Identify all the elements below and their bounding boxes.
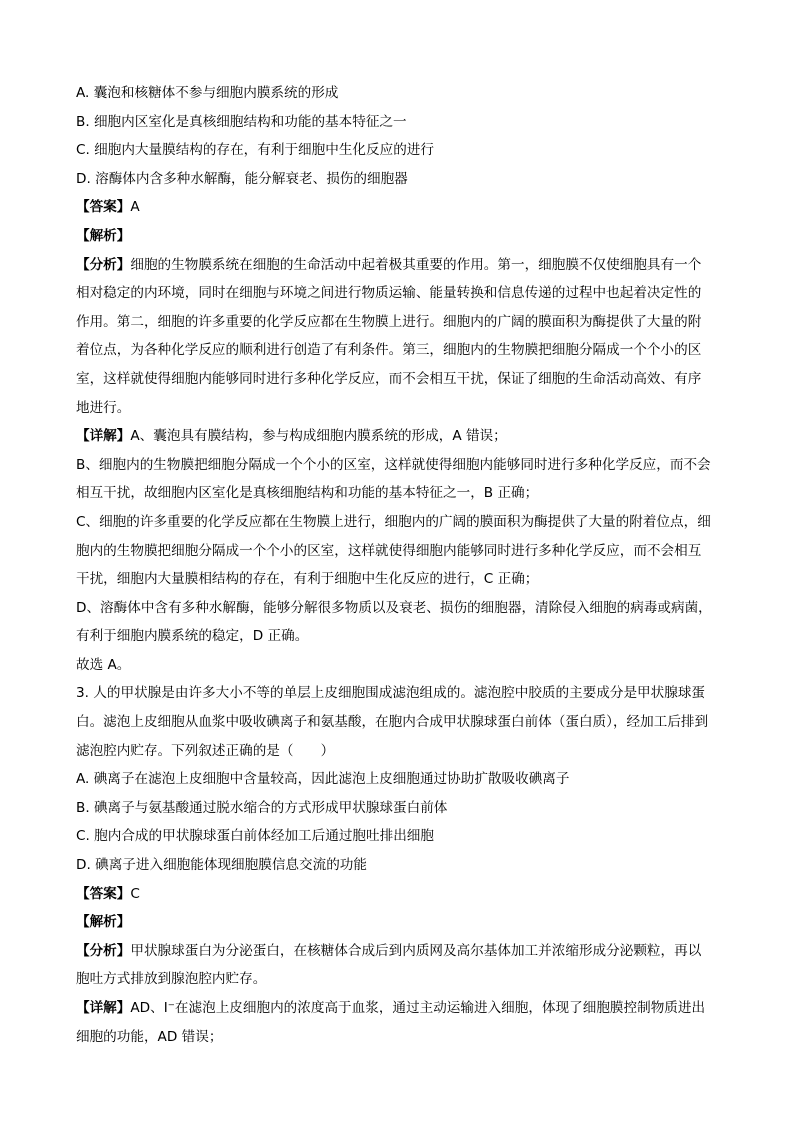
- q2-conclusion: 故选 A。: [76, 656, 131, 673]
- xiangjie-text: AD、I⁻在滤泡上皮细胞内的浓度高于血浆，通过主动运输进入细胞，体现了细胞膜控制物质进出: [130, 1000, 706, 1016]
- q2-xiangjie-line: 胞内的生物膜把细胞分隔成一个个小的区室，这样就使得细胞内能够同时进行多种化学反应，而不会相互: [76, 542, 702, 559]
- answer-tag: 【答案】: [76, 199, 131, 216]
- q2-option-a: A. 囊泡和核糖体不参与细胞内膜系统的形成: [76, 85, 339, 101]
- q2-fenxi-line: 作用。第二，细胞的许多重要的化学反应都在生物膜上进行。细胞内的广阔的膜面积为酶提供了大量的附: [76, 313, 702, 330]
- q3-answer: [76, 880, 744, 909]
- q3-option-d: D. 碘离子进入细胞能体现细胞膜信息交流的功能: [76, 857, 367, 874]
- q2-fenxi-line: 着位点，为各种化学反应的顺利进行创造了有利条件。第三，细胞内的生物膜把细胞分隔成一个个小的区: [76, 342, 702, 359]
- q2-option-b: B. 细胞内区室化是真核细胞结构和功能的基本特征之一: [76, 113, 407, 130]
- q2-xiangjie-line: D、溶酶体中含有多种水解酶，能够分解很多物质以及衰老、损伤的细胞器，清除侵入细胞的病毒或病菌，: [76, 599, 712, 616]
- q2-fenxi-line: 相对稳定的内环境，同时在细胞与环境之间进行物质运输、能量转换和信息传递的过程中也起着决定性的: [76, 285, 702, 302]
- q2-xiangjie-line: 相互干扰，故细胞内区室化是真核细胞结构和功能的基本特征之一，B 正确；: [76, 485, 539, 502]
- fenxi-tag: 【分析】: [76, 256, 131, 273]
- q3-fenxi-line: [76, 937, 744, 966]
- q3-option-c: C. 胞内合成的甲状腺球蛋白前体经加工后通过胞吐排出细胞: [76, 828, 434, 845]
- q3-option-a: A. 碘离子在滤泡上皮细胞中含量较高，因此滤泡上皮细胞通过协助扩散吸收碘离子: [76, 771, 570, 788]
- fenxi-text: 甲状腺球蛋白为分泌蛋白，在核糖体合成后到内质网及高尔基体加工并浓缩形成分泌颗粒，再以: [130, 942, 702, 959]
- answer-value: A: [130, 199, 140, 216]
- xiangjie-text: A、囊泡具有膜结构，参与构成细胞内膜系统的形成，A 错误；: [130, 428, 507, 445]
- q3-xiangjie-line: 细胞的功能，AD 错误；: [76, 1028, 223, 1045]
- answer-value: C: [130, 885, 140, 902]
- q2-option-d: D. 溶酶体内含多种水解酶，能分解衰老、损伤的细胞器: [76, 170, 408, 187]
- q2-xiangjie-line: B、细胞内的生物膜把细胞分隔成一个个小的区室，这样就使得细胞内能够同时进行多种化学反应，而不会: [76, 456, 711, 473]
- fenxi-text: 细胞的生物膜系统在细胞的生命活动中起着极其重要的作用。第一，细胞膜不仅使细胞具有一个: [130, 256, 702, 273]
- q3-stem-line: 3. 人的甲状腺是由许多大小不等的单层上皮细胞围成滤泡组成的。滤泡腔中胶质的主要成分是甲状腺球蛋: [76, 685, 706, 702]
- q3-stem-line: 白。滤泡上皮细胞从血浆中吸收碘离子和氨基酸，在胞内合成甲状腺球蛋白前体（蛋白质），经加工后排到: [76, 714, 709, 731]
- q2-xiangjie-line: 有利于细胞内膜系统的稳定，D 正确。: [76, 628, 309, 645]
- fenxi-tag: 【分析】: [76, 942, 131, 959]
- q2-fenxi-line: 室，这样就使得细胞内能够同时进行多种化学反应，而不会相互干扰，保证了细胞的生命活动高效、有序: [76, 370, 702, 387]
- q2-fenxi-line: [76, 251, 744, 280]
- q2-analysis-heading: 【解析】: [76, 227, 131, 244]
- q2-fenxi-line: 地进行。: [76, 399, 131, 416]
- q3-analysis-heading: 【解析】: [76, 914, 131, 931]
- q2-xiangjie-line: [76, 422, 744, 451]
- q2-xiangjie-line: C、细胞的许多重要的化学反应都在生物膜上进行，细胞内的广阔的膜面积为酶提供了大量的附着位点，细: [76, 513, 711, 530]
- q2-xiangjie-line: 干扰，细胞内大量膜相结构的存在，有利于细胞中生化反应的进行，C 正确；: [76, 571, 539, 588]
- answer-tag: 【答案】: [76, 885, 131, 902]
- xiangjie-tag: 【详解】: [76, 1000, 131, 1016]
- q3-xiangjie-line: [76, 994, 744, 1023]
- q3-fenxi-line: 胞吐方式排放到腺泡腔内贮存。: [76, 971, 267, 988]
- q3-stem-line: 滤泡腔内贮存。下列叙述正确的是（ ）: [76, 742, 335, 759]
- q3-option-b: B. 碘离子与氨基酸通过脱水缩合的方式形成甲状腺球蛋白前体: [76, 799, 448, 816]
- q2-answer: [76, 193, 744, 222]
- xiangjie-tag: 【详解】: [76, 428, 131, 445]
- q2-option-c: C. 细胞内大量膜结构的存在，有利于细胞中生化反应的进行: [76, 142, 434, 159]
